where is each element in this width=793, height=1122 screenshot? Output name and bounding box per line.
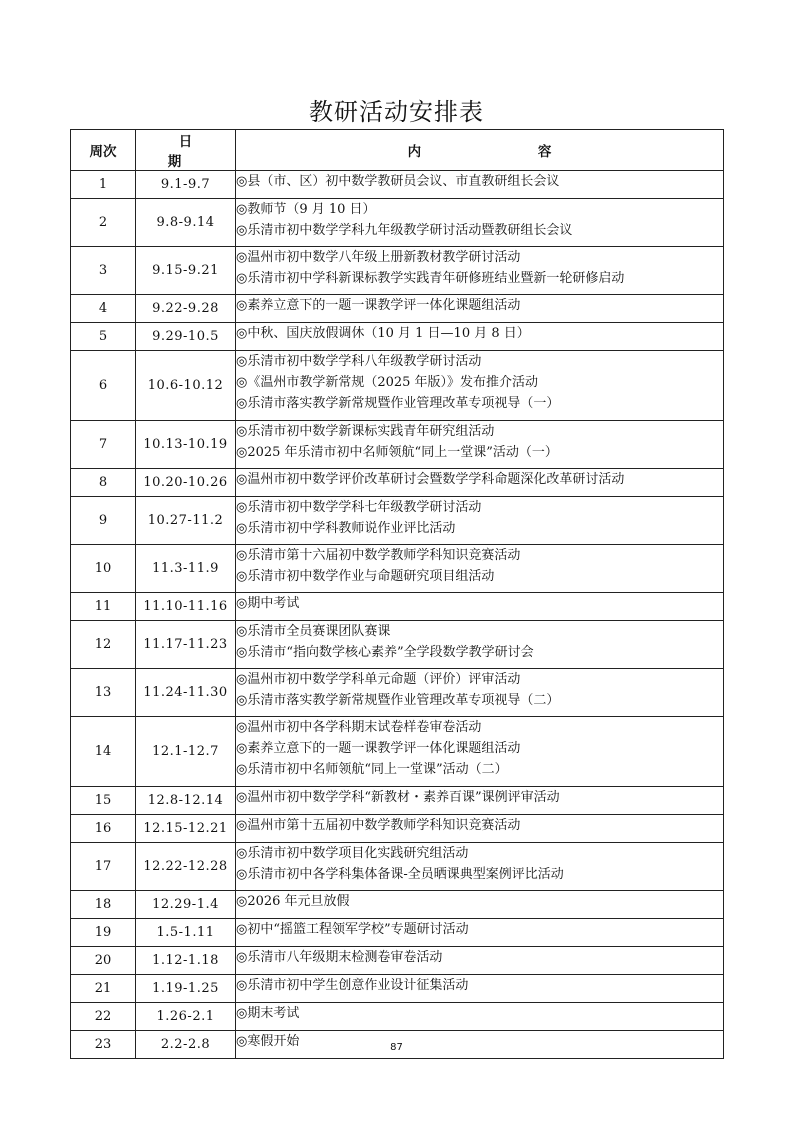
activity-item: ◎乐清市初中学科新课标教学实践青年研修班结业暨新一轮研修启动 [236,271,625,286]
content-cell [236,1003,724,1031]
week-cell: 5 [71,323,136,351]
date-cell: 9.1-9.7 [136,171,236,199]
content-cell [236,295,724,323]
content-cell [236,593,724,621]
date-cell: 10.13-10.19 [136,421,236,469]
week-cell: 19 [71,919,136,947]
table-row [71,891,724,919]
date-cell: 2.2-2.8 [136,1031,236,1059]
activity-item: ◎乐清市“指向数学核心素养”全学段数学教学研讨会 [236,645,534,660]
table-row [71,947,724,975]
header-content [236,130,724,171]
date-cell: 12.29-1.4 [136,891,236,919]
week-cell: 21 [71,975,136,1003]
activity-item: ◎乐清市八年级期末检测卷审卷活动 [236,950,443,965]
date-cell: 12.22-12.28 [136,843,236,891]
week-cell: 8 [71,469,136,497]
content-cell [236,975,724,1003]
activity-item: ◎中秋、国庆放假调休（10 月 1 日—10 月 8 日） [236,326,530,341]
date-cell: 10.20-10.26 [136,469,236,497]
week-cell: 17 [71,843,136,891]
table-row [71,351,724,421]
activity-item: ◎初中“摇篮工程领军学校”专题研讨活动 [236,922,469,937]
table-row [71,295,724,323]
date-cell: 10.27-11.2 [136,497,236,545]
table-header-row [71,130,724,171]
header-content-label: 内 容 [407,144,608,160]
header-week: 周次 [71,130,136,171]
date-cell: 12.15-12.21 [136,815,236,843]
table-row [71,323,724,351]
content-cell [236,621,724,669]
activity-item: ◎期中考试 [236,596,300,611]
activity-item: ◎教师节（9 月 10 日） [236,202,376,217]
activity-item: ◎乐清市初中数学学科九年级教学研讨活动暨教研组长会议 [236,223,573,238]
activity-item: ◎乐清市初中数学新课标实践青年研究组活动 [236,424,495,439]
table-row [71,545,724,593]
activity-item: ◎乐清市初中数学作业与命题研究项目组活动 [236,569,495,584]
week-cell: 16 [71,815,136,843]
activity-item: ◎2025 年乐清市初中名师领航“同上一堂课”活动（一） [236,445,558,460]
page-number: 87 [390,1042,403,1053]
week-cell: 23 [71,1031,136,1059]
week-cell: 2 [71,199,136,247]
week-cell: 12 [71,621,136,669]
activity-item: ◎温州市初中各学科期末试卷样卷审卷活动 [236,720,482,735]
content-cell [236,891,724,919]
activity-item: ◎乐清市初中学科教师说作业评比活动 [236,521,456,536]
activity-item: ◎乐清市初中数学项目化实践研究组活动 [236,846,469,861]
week-cell: 13 [71,669,136,717]
table-row [71,171,724,199]
activity-item: ◎2026 年元旦放假 [236,894,350,909]
activity-item: ◎温州市第十五届初中数学教师学科知识竞赛活动 [236,818,521,833]
activity-item: ◎温州市初中数学学科“新教材・素养百课”课例评审活动 [236,790,560,805]
schedule-body [71,171,724,1059]
content-cell [236,171,724,199]
date-cell: 11.24-11.30 [136,669,236,717]
date-cell: 1.12-1.18 [136,947,236,975]
table-row [71,199,724,247]
week-cell: 4 [71,295,136,323]
activity-item: ◎素养立意下的一题一课教学评一体化课题组活动 [236,298,521,313]
activity-item: ◎乐清市第十六届初中数学教师学科知识竞赛活动 [236,548,521,563]
header-date [136,130,236,171]
week-cell: 22 [71,1003,136,1031]
content-cell [236,421,724,469]
activity-item: ◎乐清市初中学生创意作业设计征集活动 [236,978,469,993]
week-cell: 10 [71,545,136,593]
week-cell: 15 [71,787,136,815]
activity-item: ◎乐清市落实教学新常规暨作业管理改革专项视导（二） [236,693,560,708]
activity-item: ◎乐清市初中数学学科八年级教学研讨活动 [236,354,482,369]
activity-item: ◎温州市初中数学学科单元命题（评价）评审活动 [236,672,521,687]
content-cell [236,787,724,815]
content-cell [236,545,724,593]
date-cell: 11.10-11.16 [136,593,236,621]
activity-item: ◎乐清市落实教学新常规暨作业管理改革专项视导（一） [236,396,560,411]
activity-item: ◎乐清市初中名师领航“同上一堂课”活动（二） [236,762,508,777]
activity-item: ◎《温州市教学新常规（2025 年版）》发布推介活动 [236,375,539,390]
table-row [71,975,724,1003]
activity-item: ◎县（市、区）初中数学教研员会议、市直教研组长会议 [236,174,560,189]
week-cell: 9 [71,497,136,545]
content-cell [236,351,724,421]
date-cell: 1.26-2.1 [136,1003,236,1031]
table-row [71,593,724,621]
content-cell [236,199,724,247]
table-row [71,469,724,497]
date-cell: 12.8-12.14 [136,787,236,815]
table-row [71,621,724,669]
week-cell: 20 [71,947,136,975]
content-cell [236,497,724,545]
date-cell: 12.1-12.7 [136,717,236,787]
table-row [71,247,724,295]
table-row [71,919,724,947]
week-cell: 6 [71,351,136,421]
content-cell [236,815,724,843]
table-row [71,1003,724,1031]
table-row [71,787,724,815]
header-date-label: 日 期 [167,134,215,170]
date-cell: 10.6-10.12 [136,351,236,421]
content-cell [236,947,724,975]
activity-item: ◎温州市初中数学八年级上册新教材教学研讨活动 [236,250,521,265]
date-cell: 9.29-10.5 [136,323,236,351]
week-cell: 3 [71,247,136,295]
week-cell: 1 [71,171,136,199]
content-cell [236,717,724,787]
content-cell [236,669,724,717]
page-title: 教研活动安排表 [309,98,484,126]
activity-item: ◎温州市初中数学评价改革研讨会暨数学学科命题深化改革研讨活动 [236,472,625,487]
table-row [71,669,724,717]
week-cell: 18 [71,891,136,919]
activity-item: ◎素养立意下的一题一课教学评一体化课题组活动 [236,741,521,756]
content-cell [236,469,724,497]
date-cell: 9.22-9.28 [136,295,236,323]
date-cell: 1.19-1.25 [136,975,236,1003]
date-cell: 1.5-1.11 [136,919,236,947]
activity-item: ◎乐清市初中数学学科七年级教学研讨活动 [236,500,482,515]
date-cell: 9.8-9.14 [136,199,236,247]
date-cell: 11.3-11.9 [136,545,236,593]
activity-item: ◎寒假开始 [236,1034,300,1049]
activity-item: ◎期末考试 [236,1006,300,1021]
table-row [71,843,724,891]
content-cell [236,247,724,295]
week-cell: 11 [71,593,136,621]
date-cell: 9.15-9.21 [136,247,236,295]
content-cell [236,843,724,891]
table-row [71,497,724,545]
table-row [71,421,724,469]
date-cell: 11.17-11.23 [136,621,236,669]
table-row [71,815,724,843]
week-cell: 14 [71,717,136,787]
schedule-table [70,129,724,1059]
activity-item: ◎乐清市全员赛课团队赛课 [236,624,391,639]
content-cell [236,323,724,351]
activity-item: ◎乐清市初中各学科集体备课-全员晒课典型案例评比活动 [236,867,564,882]
content-cell [236,919,724,947]
week-cell: 7 [71,421,136,469]
table-row [71,717,724,787]
